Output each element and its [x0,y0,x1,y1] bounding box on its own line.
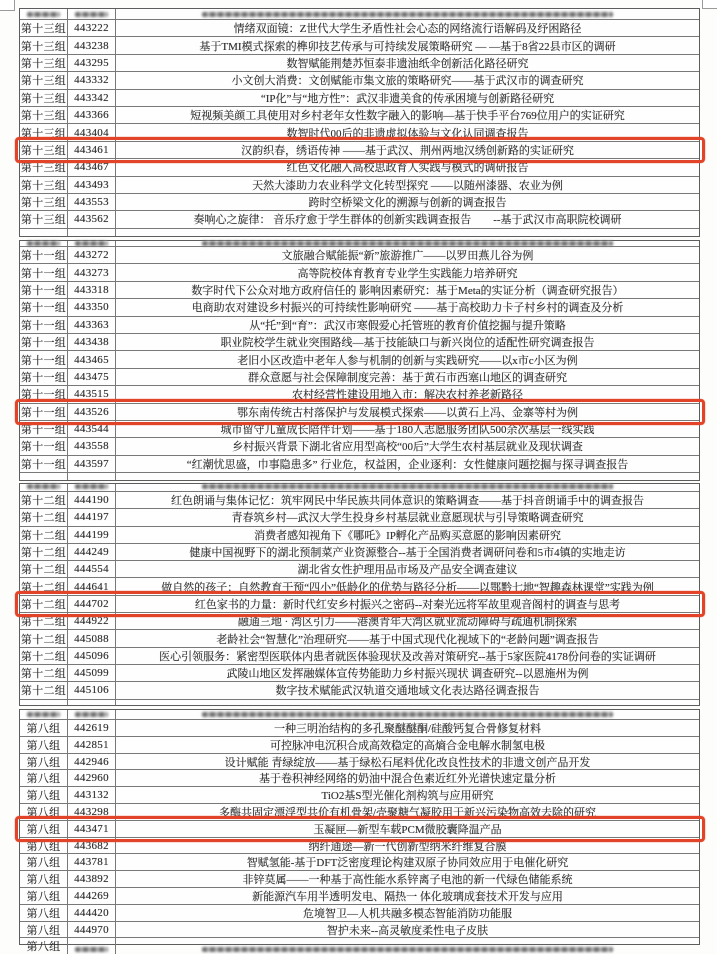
group-cell: 第八组 [20,938,68,954]
group-cell: 第十二组 [20,492,68,508]
id-cell: 444249 [68,544,116,560]
blurred-text-streak [75,12,108,17]
id-cell: 444420 [68,905,116,921]
table-row [20,368,699,385]
table-row [20,246,699,263]
table-row [20,263,699,280]
table-row [20,719,699,736]
group-cell: 第十三组 [20,142,68,158]
group-cell: 第八组 [20,888,68,904]
group-cell: 第八组 [20,804,68,820]
group-cell: 第十三组 [20,90,68,106]
scan-corner-artifact-left [0,0,15,11]
table-row [20,508,699,525]
title-cell: 医心引领服务：紧密型医联体内患者就医体验现状及改善对策研究--基于5家医院4178份问卷的实证调研 [159,650,656,663]
title-cell: 汉韵织春，绣语传神 ——基于武汉、荆州两地汉绣创新路的实证研究 [241,144,574,157]
id-cell: 443366 [68,107,116,123]
group-cell: 第十一组 [20,404,68,420]
id-cell: 442960 [68,770,116,786]
blurred-text-streak [202,12,613,17]
group-cell: 第十三组 [20,159,68,175]
title-cell: 危境智卫—人机共融多模态智能消防功能服 [303,907,512,920]
group-cell: 第十三组 [20,107,68,123]
group-cell: 第十二组 [20,630,68,646]
title-cell: 纳纤通途—新一代创新型纳米纤维复合膜 [308,840,507,853]
blurred-text-streak [202,947,613,952]
title-cell: 基于卷积神经网络的奶油中混合色素近红外光谱快速定量分析 [259,773,556,786]
blurred-text-streak [68,9,116,19]
title-cell: 跨时空桥梁文化的溯源与创新的调查报告 [308,197,507,210]
table-row [20,681,699,698]
id-cell: 443597 [68,456,116,472]
id-cell: 443467 [68,159,116,175]
id-cell: 443493 [68,177,116,193]
table-group-8 [19,709,700,954]
title-cell: 文旅融合赋能振“新”旅游推广——以罗田燕儿谷为例 [281,250,534,263]
clipped-row [20,9,699,19]
title-cell: 武陵山地区发挥融媒体宣传势能助力乡村振兴现状 调查研究--以恩施州为例 [226,668,589,681]
title-cell [116,229,699,236]
title-cell: 情绪双面镜：Z世代大学生矛盾性社会心态的网络流行语解码及纾困路径 [233,23,582,36]
group-cell: 第十二组 [20,665,68,681]
title-cell: 可控脉冲电沉积合成高效稳定的高熵合金电解水制氢电极 [270,739,545,752]
title-cell: 老旧小区改造中老年人参与机制的创新与实践研究——以x市c小区为例 [237,354,578,367]
group-cell: 第十一组 [20,369,68,385]
table-row [20,455,699,472]
table-row [20,769,699,786]
group-cell: 第十三组 [20,211,68,227]
id-cell: 445088 [68,630,116,646]
title-cell [116,700,699,705]
blurred-text-streak [116,710,699,719]
id-cell: 443461 [68,142,116,158]
title-cell: 青春筑乡村—武汉大学生投身乡村基层就业意愿现状与引导策略调查研究 [231,512,584,525]
table-row [20,71,699,88]
group-cell: 第十一组 [20,438,68,454]
title-cell: 新能源汽车用半透明发电、隔热一 体化玻璃成套技术开发与应用 [252,890,563,903]
title-cell: 短视频美颜工具使用对乡村老年女性数字融入的影响—基于快手平台769位用户的实证研究 [190,110,625,123]
group-cell: 第十二组 [20,578,68,594]
group-cell: 第十二组 [20,613,68,629]
title-cell: 职业院校学生就业突围路线—基于技能缺口与新兴岗位的适配性研究调查报告 [220,337,595,350]
title-cell: TiO2基S型光催化剂构筑与应用研究 [321,790,494,803]
title-cell: 数字技术赋能武汉轨道交通地域文化表达路径调查报告 [275,685,540,698]
group-cell: 第十一组 [20,282,68,298]
title-cell: 天然大漆助力农业科学文化转型探究 ——以随州漆器、农业为例 [252,179,563,192]
id-cell: 443342 [68,90,116,106]
group-cell: 第八组 [20,871,68,887]
id-cell: 443781 [68,854,116,870]
table-row [20,176,699,193]
table-row [20,853,699,870]
table-row [20,786,699,803]
blurred-text-streak [75,947,108,952]
id-cell: 444554 [68,561,116,577]
blurred-text-streak [68,484,116,491]
table-row [20,36,699,53]
blurred-text-streak [20,484,68,491]
group-cell [20,473,68,480]
title-cell: 智护未来--高灵敏度柔性电子皮肤 [326,924,489,937]
clipped-row [20,710,699,719]
id-cell: 443350 [68,299,116,315]
group-cell: 第十一组 [20,247,68,263]
blurred-text-streak [27,484,60,489]
table-group-13 [19,8,700,237]
group-cell [20,700,68,705]
table-row [20,526,699,543]
id-cell: 444922 [68,613,116,629]
title-cell: 融通三地 · 湾区引力——港澳青年大湾区就业流动障碍与疏通机制探索 [237,616,578,629]
title-cell: 乡村振兴背景下湖北省应用型高校“00后”大学生农村基层就业及现状调查 [232,441,583,454]
table-row [20,921,699,938]
table-row [20,629,699,646]
id-cell: 444641 [68,578,116,594]
table-row [20,837,699,854]
title-cell: 群众意愿与社会保障制度完善：基于黄石市西塞山地区的调查研究 [248,371,567,384]
title-cell: 奏响心之旋律： 音乐疗愈于学生群体的创新实践调查报告 --基于武汉市高职院校调研 [193,214,622,227]
table-row [20,577,699,594]
id-cell: 443332 [68,72,116,88]
blurred-text-streak [20,710,68,719]
id-cell: 442619 [68,720,116,736]
id-cell: 443438 [68,334,116,350]
table-row [20,887,699,904]
id-cell: 443553 [68,194,116,210]
id-cell: 444199 [68,527,116,543]
clipped-row [20,472,699,480]
title-cell: 做自然的孩子：自然教育干预“四小”低龄化的优势与路径分析——以鄂黔七地“智趣森林课堂”实践为例 [161,581,654,594]
id-cell: 443295 [68,55,116,71]
id-cell: 442851 [68,737,116,753]
clipped-row [20,937,699,954]
id-cell: 445096 [68,648,116,664]
title-cell: 玉凝匣—新型车载PCM微胶囊降温产品 [313,823,502,836]
id-cell: 444702 [68,596,116,612]
group-cell: 第十一组 [20,351,68,367]
group-cell: 第八组 [20,737,68,753]
title-cell: 非锌莫属——一种基于高性能水系锌离子电池的新一代绿色储能系统 [242,874,573,887]
group-cell: 第十三组 [20,37,68,53]
table-row [20,403,699,420]
title-cell: 电商助农对建设乡村振兴的可持续性影响研究 ——基于高校助力卡子村乡村的调查及分析 [191,302,624,315]
title-cell: “红潮忧思盛，巾事隐患多” 行业危，权益困，企业逐利：女性健康问题挖掘与探寻调查报告 [186,458,629,471]
table-row [20,420,699,437]
table-row [20,350,699,367]
title-cell: 老龄社会“智慧化”治理研究——基于中国式现代化视域下的“老龄问题”调查报告 [216,633,599,646]
table-row [20,54,699,71]
title-cell [116,473,699,480]
title-cell: 高等院校体育教育专业学生实践能力培养研究 [297,267,518,280]
table-row [20,123,699,140]
title-cell: 城市留守儿童成长陪伴计划——基于180人志愿服务团队500余次基层一线实践 [220,424,595,437]
id-cell: 443471 [68,821,116,837]
table-row [20,870,699,887]
blurred-text-streak [27,712,60,717]
table-row [20,158,699,175]
title-cell: 基于TMI模式探索的榫卯技艺传承与可持续发展策略研究 — —基于8省22县市区的调研 [199,40,616,53]
id-cell: 443363 [68,317,116,333]
id-cell: 443544 [68,421,116,437]
table-row [20,193,699,210]
title-cell: 数智赋能荆楚苏恒泰非遗油纸伞创新活化路径研究 [286,57,529,70]
id-cell: 443475 [68,369,116,385]
table-row [20,19,699,36]
table-row [20,664,699,681]
id-cell [68,700,116,705]
group-cell: 第十一组 [20,421,68,437]
blurred-text-streak [75,484,108,489]
group-cell: 第十二组 [20,596,68,612]
group-cell: 第十三组 [20,20,68,36]
group-cell: 第十一组 [20,386,68,402]
group-cell: 第八组 [20,905,68,921]
table-row [20,491,699,508]
title-cell: 一种三明治结构的多孔聚醚醚酮/硅酸钙复合骨修复材料 [273,723,542,735]
table-row [20,141,699,158]
title-cell: “IP化”与“地方性”：武汉非遗美食的传承困境与创新路径研究 [260,92,555,105]
title-cell: 数智时代00后的非遗虚拟体验与文化认同调查报告 [286,127,529,140]
id-cell [68,473,116,480]
group-cell: 第十三组 [20,177,68,193]
id-cell: 443132 [68,787,116,803]
id-cell: 442946 [68,754,116,770]
blurred-text-streak [75,712,108,717]
scan-corner-artifact-right [702,0,717,9]
table-group-12 [19,483,700,706]
blurred-text-streak [27,12,60,17]
blurred-text-streak [68,938,116,954]
group-cell: 第八组 [20,838,68,854]
table-row [20,612,699,629]
group-cell: 第八组 [20,821,68,837]
group-cell: 第十二组 [20,648,68,664]
group-cell: 第八组 [20,754,68,770]
group-cell: 第八组 [20,922,68,938]
title-cell: 湖北省女性护理用品市场及产品安全调查建议 [297,564,518,577]
table-row [20,820,699,837]
blurred-text-streak [116,9,699,19]
id-cell: 444197 [68,509,116,525]
group-cell: 第八组 [20,787,68,803]
clipped-row [20,228,699,236]
group-cell: 第十一组 [20,456,68,472]
table-row [20,316,699,333]
id-cell: 443298 [68,804,116,820]
table-row [20,298,699,315]
group-cell: 第十一组 [20,264,68,280]
group-cell: 第十一组 [20,334,68,350]
title-cell: 小文创大消费：文创赋能市集文旅的策略研究——基于武汉市的调查研究 [231,75,584,88]
title-cell: 红色朗诵与集体记忆：筑牢网民中华民族共同体意识的策略调查——基于抖音朗诵手中的调查报告 [171,495,644,508]
table-row [20,736,699,753]
group-cell: 第八组 [20,720,68,736]
blurred-text-streak [116,938,699,954]
group-cell: 第十三组 [20,55,68,71]
group-cell: 第十一组 [20,317,68,333]
group-cell: 第十一组 [20,299,68,315]
group-cell: 第十二组 [20,509,68,525]
title-cell: 智赋氢能-基于DFT泛密度理论构建双原子协同效应用于电催化研究 [246,857,569,870]
id-cell: 444190 [68,492,116,508]
group-cell: 第十二组 [20,527,68,543]
table-row [20,281,699,298]
id-cell: 443682 [68,838,116,854]
table-row [20,543,699,560]
id-cell: 443273 [68,264,116,280]
title-cell: 红色家书的力量：新时代红安乡村振兴之密码--对秦光远将军故里观音阁村的调查与思考 [194,598,621,611]
id-cell [68,229,116,236]
id-cell: 444970 [68,922,116,938]
group-cell: 第八组 [20,854,68,870]
clipped-row [20,699,699,705]
title-cell: 消费者感知视角下《哪吒》IP孵化产品购买意愿的影响因素研究 [254,529,561,542]
group-cell: 第十三组 [20,72,68,88]
group-cell: 第十二组 [20,544,68,560]
id-cell: 443404 [68,124,116,140]
table-row [20,385,699,402]
table-row [20,595,699,612]
table-row [20,437,699,454]
group-cell [20,229,68,236]
id-cell: 443272 [68,247,116,263]
id-cell: 443892 [68,871,116,887]
id-cell: 443238 [68,37,116,53]
id-cell: 443515 [68,386,116,402]
id-cell: 443562 [68,211,116,227]
group-cell: 第十二组 [20,682,68,698]
table-row [20,560,699,577]
blurred-text-streak [68,710,116,719]
title-cell: 农村经营性建设用地入市：解决农村养老新路径 [292,389,523,402]
group-cell: 第十三组 [20,194,68,210]
title-cell: 设计赋能 青绿绽放——基于绿松石尾料优化改良性技术的非遗文创产品开发 [224,756,591,769]
title-cell: 数字时代下公众对地方政府信任的 影响因素研究：基于Meta的实证分析（调查研究报告） [191,284,624,297]
blurred-text-streak [202,484,613,489]
table-row [20,89,699,106]
table-row [20,753,699,770]
table-row [20,210,699,227]
group-cell: 第十三组 [20,124,68,140]
title-cell: 红色文化融入高校思政育人实践与模式的调研报告 [286,162,529,175]
blurred-text-streak [202,712,613,717]
id-cell: 443318 [68,282,116,298]
table-row [20,904,699,921]
title-cell: 从“托”到“育”：武汉市寒假爱心托管班的教育价值挖掘与提升策略 [249,319,566,332]
table-row [20,803,699,820]
title-cell: 鄂东南传统古村落保护与发展模式探索——以黄石上冯、金寨等村为例 [237,406,578,419]
id-cell: 444269 [68,888,116,904]
id-cell: 443465 [68,351,116,367]
blurred-text-streak [116,484,699,491]
id-cell: 443222 [68,20,116,36]
table-group-11 [19,240,700,481]
id-cell: 445099 [68,665,116,681]
clipped-row [20,484,699,491]
group-cell: 第十二组 [20,561,68,577]
id-cell: 443558 [68,438,116,454]
title-cell: 多酶共固定漂浮型共价有机骨架/壳聚糖气凝胶用于新兴污染物高效去除的研究 [218,806,597,819]
id-cell: 443526 [68,404,116,420]
blurred-text-streak [20,9,68,19]
title-cell: 健康中国视野下的湖北预制菜产业资源整合--基于全国消费者调研问卷和5市4镇的实地走访 [189,547,626,560]
table-row [20,106,699,123]
id-cell: 445106 [68,682,116,698]
group-cell: 第八组 [20,770,68,786]
table-row [20,647,699,664]
table-row [20,333,699,350]
